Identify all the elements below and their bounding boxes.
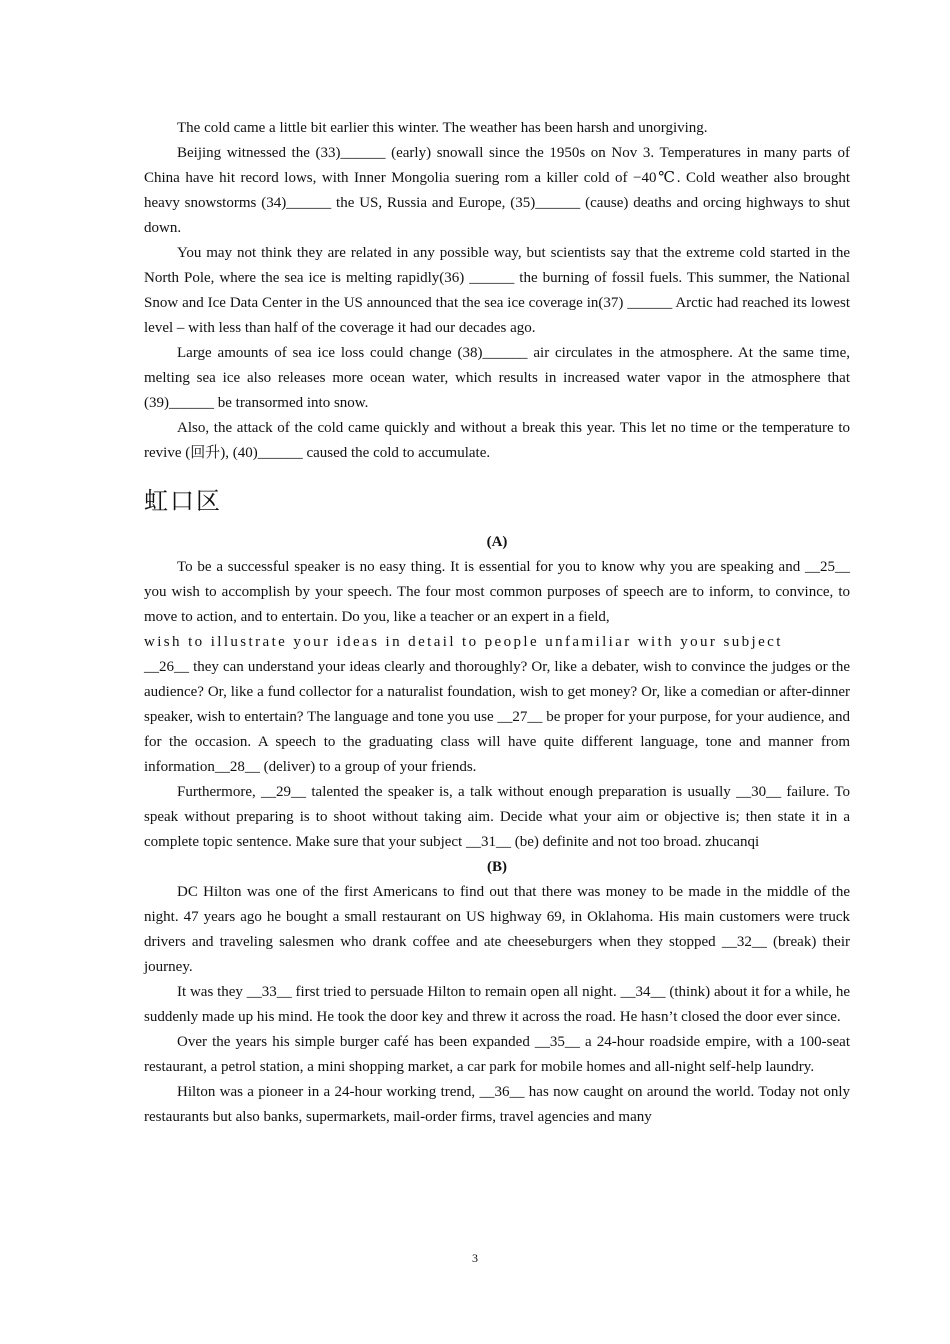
paragraph: To be a successful speaker is no easy thing. It is essential for you to know why you are speaking and __25__ you wish to accomplish by your speech. The four most common purposes of speech are to inform, to convince, to move to action, and to entertain. Do you, like a teacher or an expert in a field,: [144, 559, 850, 625]
paragraph: Furthermore, __29__ talented the speaker is, a talk without enough preparation is usually __30__ failure. To speak without preparing is to shoot without taking aim. Decide what your aim or objective is; then state it in a complete topic sentence. Make sure that your subject __31__ (be) definite and not too broad. zhucanqi: [144, 784, 850, 850]
paragraph: Hilton was a pioneer in a 24-hour working trend, __36__ has now caught on around the world. Today not only restaurants but also banks, supermarkets, mail-order firms, travel agencies and many: [144, 1084, 850, 1125]
passage-a-label: (A): [486, 534, 508, 550]
paragraph: Also, the attack of the cold came quickly and without a break this year. This let no time or the temperature to revive (回升), (40)______ caused the cold to accumulate.: [144, 420, 850, 461]
paragraph-line-spaced: wish to illustrate your ideas in detail to people unfamiliar with your subject: [144, 634, 783, 650]
paragraph: The cold came a little bit earlier this winter. The weather has been harsh and unorgiving.: [177, 120, 708, 136]
paragraph: Large amounts of sea ice loss could change (38)______ air circulates in the atmosphere. At the same time, melting sea ice also releases more ocean water, which results in increased water vapor in the atmosphere that (39)______ be transormed into snow.: [144, 345, 850, 411]
section-title: 虹口区: [144, 487, 222, 515]
paragraph-continuation: __26__ they can understand your ideas clearly and thoroughly? Or, like a debater, wish to convince the judges or the audience? Or, like a fund collector for a naturalist foundation, wish to get money? Or, like a comedian or after-dinner speaker, wish to entertain? The language and tone you use __27__ be proper for your purpose, for your audience, and for the occasion. A speech to the graduating class will have quite different language, tone and manner from information__28__ (deliver) to a group of your friends.: [144, 659, 850, 775]
passage-b-label: (B): [487, 859, 507, 875]
document-page: [144, 116, 850, 1130]
page-number: 3: [472, 1251, 478, 1265]
paragraph: It was they __33__ first tried to persuade Hilton to remain open all night. __34__ (think) about it for a while, he suddenly made up his mind. He took the door key and threw it across the road. He hasn’t closed the door ever since.: [144, 984, 850, 1025]
paragraph: Over the years his simple burger café has been expanded __35__ a 24-hour roadside empire, with a 100-seat restaurant, a petrol station, a mini shopping market, a car park for mobile homes and all-night self-help laundry.: [144, 1034, 850, 1075]
paragraph: You may not think they are related in any possible way, but scientists say that the extreme cold started in the North Pole, where the sea ice is melting rapidly(36) ______ the burning of fossil fuels. This summer, the National Snow and Ice Data Center in the US announced that the sea ice coverage in(37) ______ Arctic had reached its lowest level – with less than half of the coverage it had our decades ago.: [144, 245, 850, 336]
paragraph: DC Hilton was one of the first Americans to find out that there was money to be made in the middle of the night. 47 years ago he bought a small restaurant on US highway 69, in Oklahoma. His main customers were truck drivers and traveling salesmen who drank coffee and ate cheeseburgers when they stopped __32__ (break) their journey.: [144, 884, 850, 975]
paragraph: Beijing witnessed the (33)______ (early) snowall since the 1950s on Nov 3. Temperatures in many parts of China have hit record lows, with Inner Mongolia suering rom a killer cold of −40℃. Cold weather also brought heavy snowstorms (34)______ the US, Russia and Europe, (35)______ (cause) deaths and orcing highways to shut down.: [144, 145, 850, 236]
